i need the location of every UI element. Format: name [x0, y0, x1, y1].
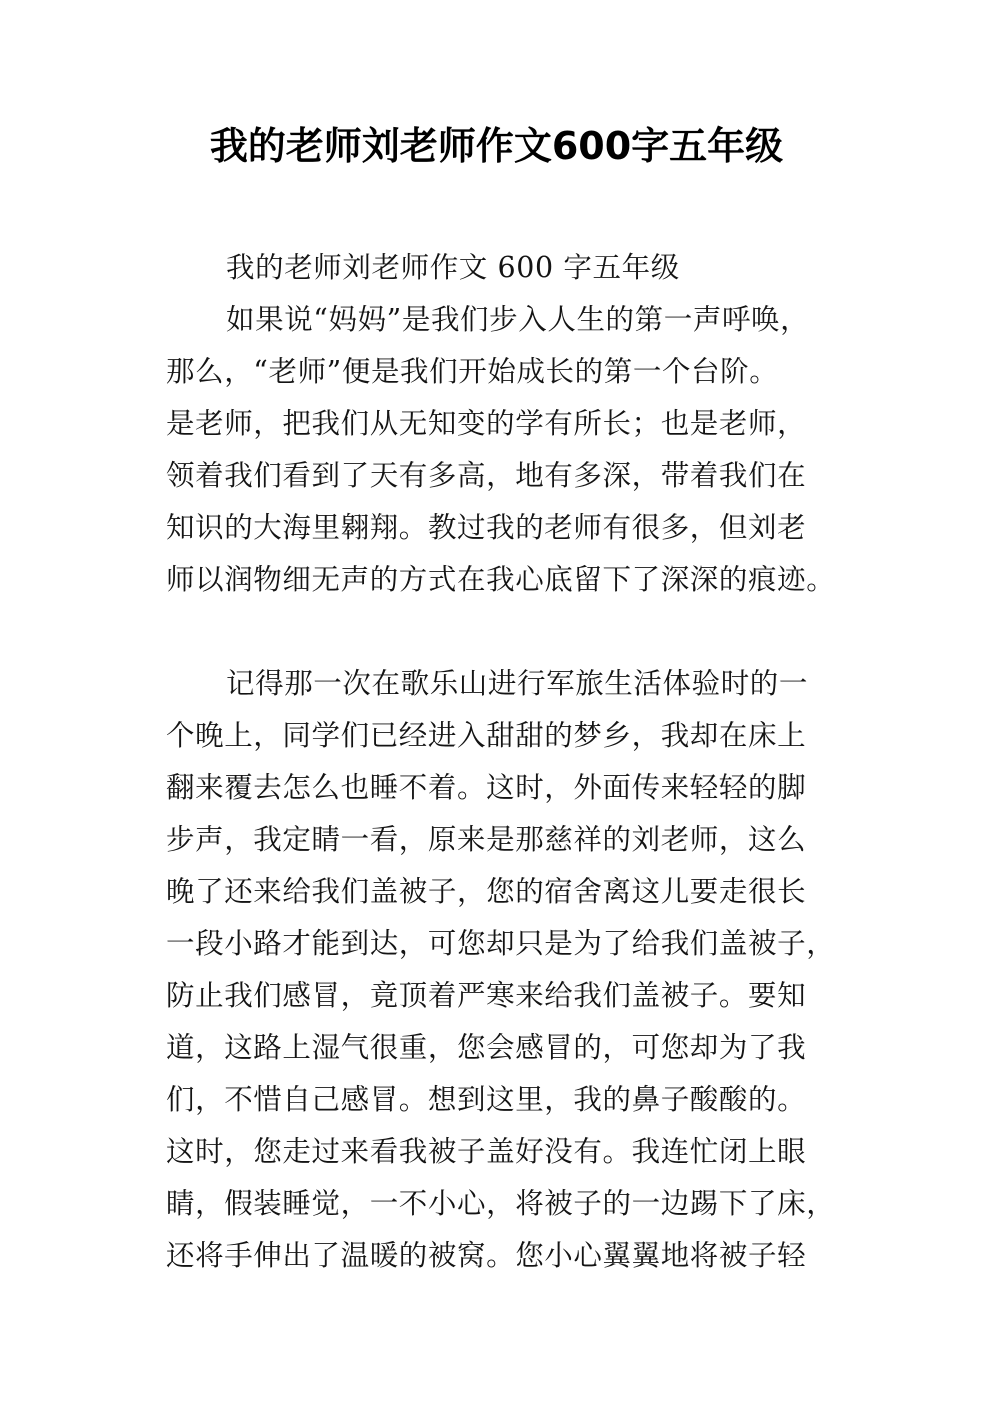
text-line: 师以润物细无声的方式在我心底留下了深深的痕迹。 [166, 563, 836, 596]
text-line: 步声，我定睛一看，原来是那慈祥的刘老师，这么 [166, 823, 807, 856]
text-line: 我的老师刘老师作文 600 字五年级 [226, 251, 680, 284]
text-line: 那么，“老师”便是我们开始成长的第一个台阶。 [166, 355, 779, 388]
paragraph-intro [166, 294, 866, 606]
document-title: 我的老师刘老师作文600字五年级 [209, 124, 784, 168]
text-line: 防止我们感冒，竟顶着严寒来给我们盖被子。要知 [166, 979, 807, 1012]
text-line: 记得那一次在歌乐山进行军旅生活体验时的一 [226, 667, 809, 700]
text-line: 个晚上，同学们已经进入甜甜的梦乡，我却在床上 [166, 719, 807, 752]
text-line: 睛，假装睡觉，一不小心，将被子的一边踢下了床， [166, 1187, 836, 1220]
text-line: 知识的大海里翱翔。教过我的老师有很多，但刘老 [166, 511, 807, 544]
paragraph-story [166, 658, 866, 1282]
text-line: 晚了还来给我们盖被子，您的宿舍离这儿要走很长 [166, 875, 807, 908]
text-line: 一段小路才能到达，可您却只是为了给我们盖被子， [166, 927, 836, 960]
text-line: 翻来覆去怎么也睡不着。这时，外面传来轻轻的脚 [166, 771, 807, 804]
text-line: 领着我们看到了天有多高，地有多深，带着我们在 [166, 459, 807, 492]
text-line: 这时，您走过来看我被子盖好没有。我连忙闭上眼 [166, 1135, 807, 1168]
text-line: 道，这路上湿气很重，您会感冒的，可您却为了我 [166, 1031, 807, 1064]
text-line: 如果说“妈妈”是我们步入人生的第一声呼唤， [226, 303, 810, 336]
paragraph-subtitle [166, 242, 866, 294]
document-body [166, 242, 866, 1282]
paragraph-spacer [166, 606, 866, 658]
text-line: 还将手伸出了温暖的被窝。您小心翼翼地将被子轻 [166, 1239, 807, 1272]
text-line: 们，不惜自己感冒。想到这里，我的鼻子酸酸的。 [166, 1083, 807, 1116]
text-line: 是老师，把我们从无知变的学有所长；也是老师， [166, 407, 807, 440]
